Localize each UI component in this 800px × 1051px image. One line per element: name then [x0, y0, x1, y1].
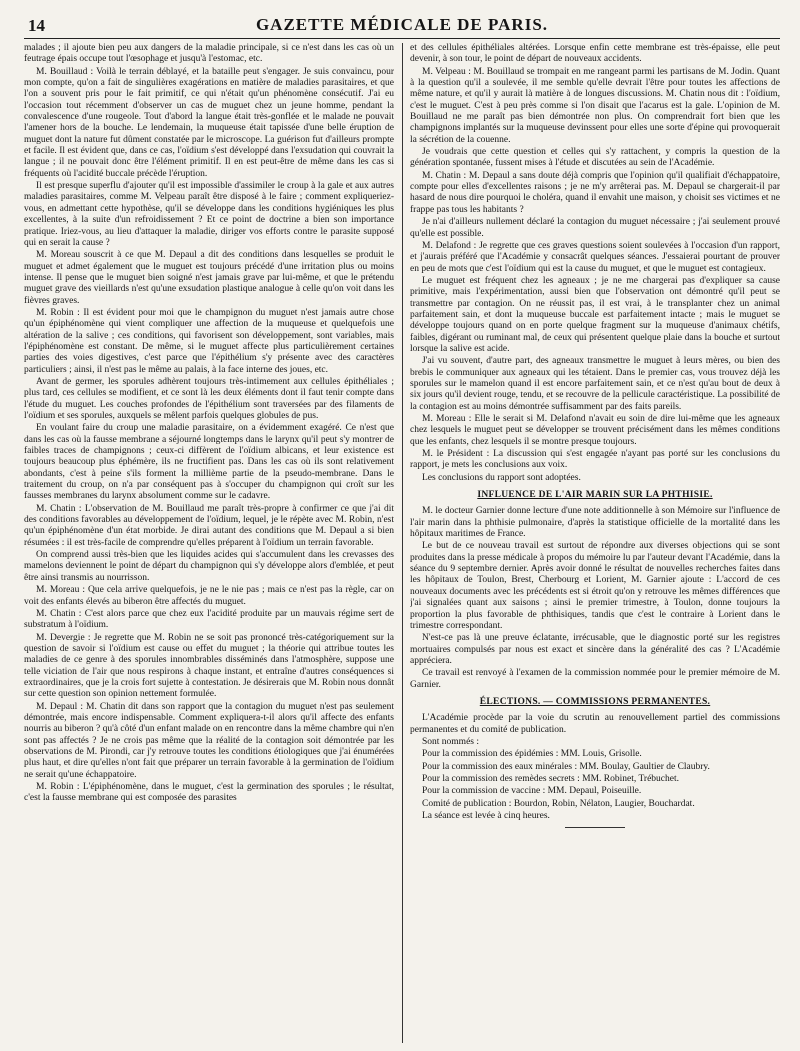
- list-item: Comité de publication : Bourdon, Robin, Nélaton, Laugier, Bouchardat.: [422, 798, 695, 809]
- list-item: Pour la commission des remèdes secrets : MM. Robinet, Trébuchet.: [422, 773, 679, 784]
- paragraph: M. Chatin : L'observation de M. Bouillaud me paraît très-propre à confirmer ce que j'ai dit des conditions favorables au développement de l'oïdium, lequel, je le répète avec M. Robin, n'est qu'un épiphénomène d'un état morbide. Je dirai autant des conditions que M. Depaul a si bien résumées : il est très-facile de comprendre qu'elles préparent à l'oïdium un terrain favorable.: [24, 503, 394, 548]
- paragraph: M. Devergie : Je regrette que M. Robin ne se soit pas prononcé très-catégoriquement sur la question de savoir si l'oïdium est cause ou effet du muguet ; la théorie qui attribue toutes les maladies de ce genre à des sporules innombrables disséminés dans l'atmosphère, suppose une telle viciation de l'air que nous respirons à chaque instant, et entraîne d'autres conséquences si extraordinaires, que je la crois fort sujette à contestation. Je désirerais que M. Robin nous donnât sur cette question son opinion nettement formulée.: [24, 632, 394, 700]
- right-column: [410, 43, 780, 1043]
- elections-heading: ÉLECTIONS. — COMMISSIONS PERMANENTES.: [479, 696, 711, 707]
- page-number: 14: [28, 16, 45, 35]
- text-columns: [24, 43, 780, 1043]
- list-item: Pour la commission des eaux minérales : MM. Boulay, Gaultier de Claubry.: [422, 761, 710, 772]
- paragraph: M. Velpeau : M. Bouillaud se trompait en me rangeant parmi les partisans de M. Jodin. Quant à la question qu'il a soulevée, il me semble qu'elle devrait l'être pour toutes les affections de même nature, et qu'il y aurait là matière à de longues discussions. M. Chatin nous dit : l'oïdium, c'est le muguet. C'est à peu près comme si l'on disait que l'acarus est la gale. L'opinion de M. Bouillaud ne me paraît pas bien démontrée non plus. On comprendrait fort bien que les champignons implantés sur la muqueuse devinssent pour elles une sorte d'épine qui provoquerait la sécrétion de la couenne.: [410, 66, 780, 145]
- paragraph: M. Chatin : M. Depaul a sans doute déjà compris que l'opinion qu'il qualifiait d'échappatoire, compte pour elles d'excellentes raisons ; je ne m'y arrêterai pas. M. Depaul se chargerait-il par hasard de nous dire pourquoi le choléra, quand il envahit une maison, y choisit ses victimes et ne frappe pas tous les habitants ?: [410, 170, 780, 215]
- paragraph: Avant de germer, les sporules adhèrent toujours très-intimement aux cellules épithéliales ; plus tard, ces cellules se modifient, et ce sont là les deux éléments dont il faut tenir compte dans l'étude du muguet. Les couches profondes de l'épithélium sont traversées par des filaments de l'oïdium et ses sporules, auxquels se mêlent parfois quelques globules de pus.: [24, 376, 394, 421]
- paragraph: Je n'ai d'ailleurs nullement déclaré la contagion du muguet nécessaire ; j'ai seulement prouvé qu'elle est possible.: [410, 217, 780, 239]
- paragraph: Ce travail est renvoyé à l'examen de la commission nommée pour le premier mémoire de M. Garnier.: [410, 668, 780, 690]
- page-header: [24, 14, 780, 39]
- paragraph: On comprend aussi très-bien que les liquides acides qui s'accumulent dans les crevasses des mamelons deviennent le point de départ du champignon qui s'y développe alors d'emblée, et peut être ainsi transmis au nourrisson.: [24, 550, 394, 583]
- list-item: Pour la commission des épidémies : MM. Louis, Grisolle.: [422, 749, 642, 760]
- paragraph: Le muguet est fréquent chez les agneaux ; je ne me chargerai pas d'expliquer sa cause primitive, mais l'expérimentation, aussi bien que l'observation ont démontré qu'il peut se transmettre par contagion. On ne réussit pas, il est vrai, à le transplanter chez un animal parfaitement sain, et dont la muqueuse buccale est parfaitement intacte ; mais le muguet se développe toujours quand on en porte quelque fragment sur la muqueuse d'animaux chétifs, faibles, digérant ou ruminant mal, de ceux qui présentent quelque plaie dans la bouche et surtout lorsque la salive est acide.: [410, 275, 780, 354]
- paragraph: J'ai vu souvent, d'autre part, des agneaux transmettre le muguet à leurs mères, ou bien des brebis le communiquer aux agneaux qui les tétaient. Dans le premier cas, vous trouvez déjà les sporules sur le mamelon quand il est encore parfaitement sain, et ce n'est qu'au bout de deux à six jours qu'il devient rouge, tendu, et se recouvre de la pellicule caractéristique. La possibilité de la contagion est au moins démontrée suffisamment par des faits pareils.: [410, 356, 780, 412]
- paragraph: M. Moreau : Que cela arrive quelquefois, je ne le nie pas ; mais ce n'est pas la règle, car on voit des enfants élevés au biberon être affectés du muguet.: [24, 585, 394, 607]
- paragraph: malades ; il ajoute bien peu aux dangers de la maladie principale, si ce n'est dans les cas où un feutrage épais occupe tout l'œsophage et jusqu'à l'estomac, etc.: [24, 43, 394, 65]
- paragraph: M. Chatin : C'est alors parce que chez eux l'acidité produite par un mauvais régime sert de substratum à l'oïdium.: [24, 608, 394, 631]
- elections-list: [410, 737, 780, 822]
- list-item: Pour la commission de vaccine : MM. Depaul, Poiseuille.: [422, 786, 642, 797]
- paragraph: M. Delafond : Je regrette que ces graves questions soient soulevées à l'occasion d'un rapport, et j'aurais préféré que l'Académie y consacrât quelques séances. J'essaierai pourtant de prouver en peu de mots que c'est l'oïdium qui est la cause du muguet, et que le muguet est contagieux.: [410, 240, 780, 274]
- paragraph: Les conclusions du rapport sont adoptées.: [422, 472, 581, 483]
- paragraph: M. Moreau souscrit à ce que M. Depaul a dit des conditions dans lesquelles se produit le muguet et admet également que le muguet est toujours précédé d'une irritation plus ou moins intense. Il pense que le muguet bien soigné n'est jamais grave par lui-même, et que le prétendu muguet grave des vieillards n'est qu'une exsudation plastique analogue à celle qu'on voit dans les fièvres graves.: [24, 250, 394, 306]
- paragraph: Il est presque superflu d'ajouter qu'il est impossible d'assimiler le croup à la gale et aux autres maladies parasitaires, comme M. Velpeau paraît être disposé à le faire ; comment expliqueriez-vous, en admettant cette hypothèse, qu'il se développe dans les conditions hygiéniques les plus excellentes, à la suite d'un refroidissement ? Et ce point de doctrine a bien son importance pratique. Iriez-vous, au lieu d'attaquer la maladie, diriger vos efforts contre le parasite supposé qui en serait la cause ?: [24, 181, 394, 248]
- paragraph: M. Depaul : M. Chatin dit dans son rapport que la contagion du muguet n'est pas seulement démontrée, mais encore indispensable. Comment expliquera-t-il alors qu'il affecte des enfants nourris au biberon ? qu'à côté d'un enfant malade on en rencontre dans la même chambre qui n'en sont pas affectés ? Je ne crois pas même que la réalité de la contagion soit démontrée par les observations de M. Pirondi, car j'y retrouve toutes les conditions étiologiques que j'ai énumérées plus haut, et dire qu'elles n'ont fait que préparer un terrain favorable à la germination de l'oïdium ne serait qu'une échappatoire.: [24, 701, 394, 780]
- paragraph: M. le Président : La discussion qui s'est engagée n'ayant pas porté sur les conclusions du rapport, je mets les conclusions aux voix.: [410, 449, 780, 471]
- paragraph: N'est-ce pas là une preuve éclatante, irrécusable, que le diagnostic porté sur les registres mortuaires compulsés par nous est exact et sincère dans la généralité des cas ? L'Académie appréciera.: [410, 633, 780, 666]
- paragraph: Je voudrais que cette question et celles qui s'y rattachent, y compris la question de la génération spontanée, fussent mises à l'étude et discutées au sein de l'Académie.: [410, 147, 780, 169]
- paragraph: M. Moreau : Elle le serait si M. Delafond n'avait eu soin de dire lui-même que les agneaux chez lesquels le muguet peut se développer se trouvent précisément dans les mêmes conditions que les enfants, chez lesquels il se montre presque toujours.: [410, 414, 780, 447]
- paragraph: M. Bouillaud : Voilà le terrain déblayé, et la bataille peut s'engager. Je suis convaincu, pour mon compte, qu'on a fait de singulières exagérations en matière de maladies parasitaires, et que l'on a souvent pris pour le fait primitif, ce qui n'était qu'un phénomène consécutif. J'ai eu l'occasion tout récemment d'observer un cas de muguet chez un jeune homme, pendant la convalescence d'une rougeole. Tout d'abord la langue était très-gonflée et le malade ne pouvait l'amener hors de la bouche. Le lendemain, la muqueuse était tapissée d'une belle éruption de muguet dont la nature fut dûment constatée par le microscope. La guérison fut d'ailleurs prompte et facile. Il est évident que, dans ce cas, l'oïdium s'est développé dans l'exsudation qui couvrait la langue ; il ne pouvait donc être l'élément primitif. Il en est peut-être de même dans les cas si fréquents où l'acidité buccale précède l'éruption.: [24, 66, 394, 179]
- list-item: Sont nommés :: [422, 736, 480, 747]
- list-item: La séance est levée à cinq heures.: [422, 811, 550, 821]
- paragraph: M. le docteur Garnier donne lecture d'une note additionnelle à son Mémoire sur l'influence de l'air marin dans la phthisie pulmonaire, d'après la statistique officielle de la mortalité dans les hôpitaux maritimes de France.: [410, 506, 780, 540]
- left-column: [24, 43, 394, 1043]
- paragraph: En voulant faire du croup une maladie parasitaire, on a évidemment exagéré. Ce n'est que dans les cas où la fausse membrane a séjourné longtemps dans le larynx qu'il peut s'y montrer de faibles traces de champignons ; ceux-ci diffèrent de l'oïdium albicans, et leur existence est toujours beaucoup plus éphémère, ils ne fructifient pas. Dans les cas où ils sont relativement abondants, c'est à peine s'ils forment la millième partie de la pseudo-membrane. Dans le traitement du croup, on n'a par conséquent pas à s'occuper du champignon qui croît sur les fausses membranes du larynx absolument comme sur le cadavre.: [24, 423, 394, 502]
- paragraph: M. Robin : L'épiphénomène, dans le muguet, c'est la germination des sporules ; le résultat, c'est la fausse membrane qui est composée des parasites: [24, 782, 394, 804]
- section-heading: INFLUENCE DE L'AIR MARIN SUR LA PHTHISIE.: [477, 490, 713, 501]
- journal-title: GAZETTE MÉDICALE DE PARIS.: [255, 15, 549, 34]
- paragraph: Le but de ce nouveau travail est surtout de répondre aux diverses objections qui se sont produites dans la presse médicale à propos du mémoire lu par l'auteur devant l'Académie, dans la séance du 9 septembre dernier. Après avoir donné le résultat de nouvelles recherches faites dans les hôpitaux de Toulon, Brest, Cherbourg et Lorient, M. Garnier ajoute : L'accord de ces nouveaux documents avec les précédents est si étroit qu'on y retrouve les mêmes différences que j'ai signalées quant aux saisons ; ainsi le premier trimestre, à Toulon, donne toujours la proportion la plus favorable de phthisiques, tandis que c'est le contraire à Lorient dans le trimestre correspondant.: [410, 541, 780, 631]
- paragraph: et des cellules épithéliales altérées. Lorsque enfin cette membrane est très-épaisse, elle peut devenir, à son tour, le point de départ de nouveaux accidents.: [410, 43, 780, 65]
- end-rule: [565, 827, 625, 828]
- paragraph: M. Robin : Il est évident pour moi que le champignon du muguet n'est jamais autre chose qu'un épiphénomène qui vient compliquer une affection de la muqueuse et quelquefois une altération de la salive ; ces conditions, qui favorisent son développement, sont variables, mais l'épiphénomène est constant. De même, si le muguet affecte plus particulièrement certaines parties des voies digestives, c'est parce que l'épithélium s'y présente avec des caractères particuliers ; ainsi, il n'est pas le même au palais, à la face interne des joues, etc.: [24, 307, 394, 375]
- column-divider: [402, 43, 403, 1043]
- paragraph: L'Académie procède par la voie du scrutin au renouvellement partiel des commissions permanentes et du comité de publication.: [410, 713, 780, 735]
